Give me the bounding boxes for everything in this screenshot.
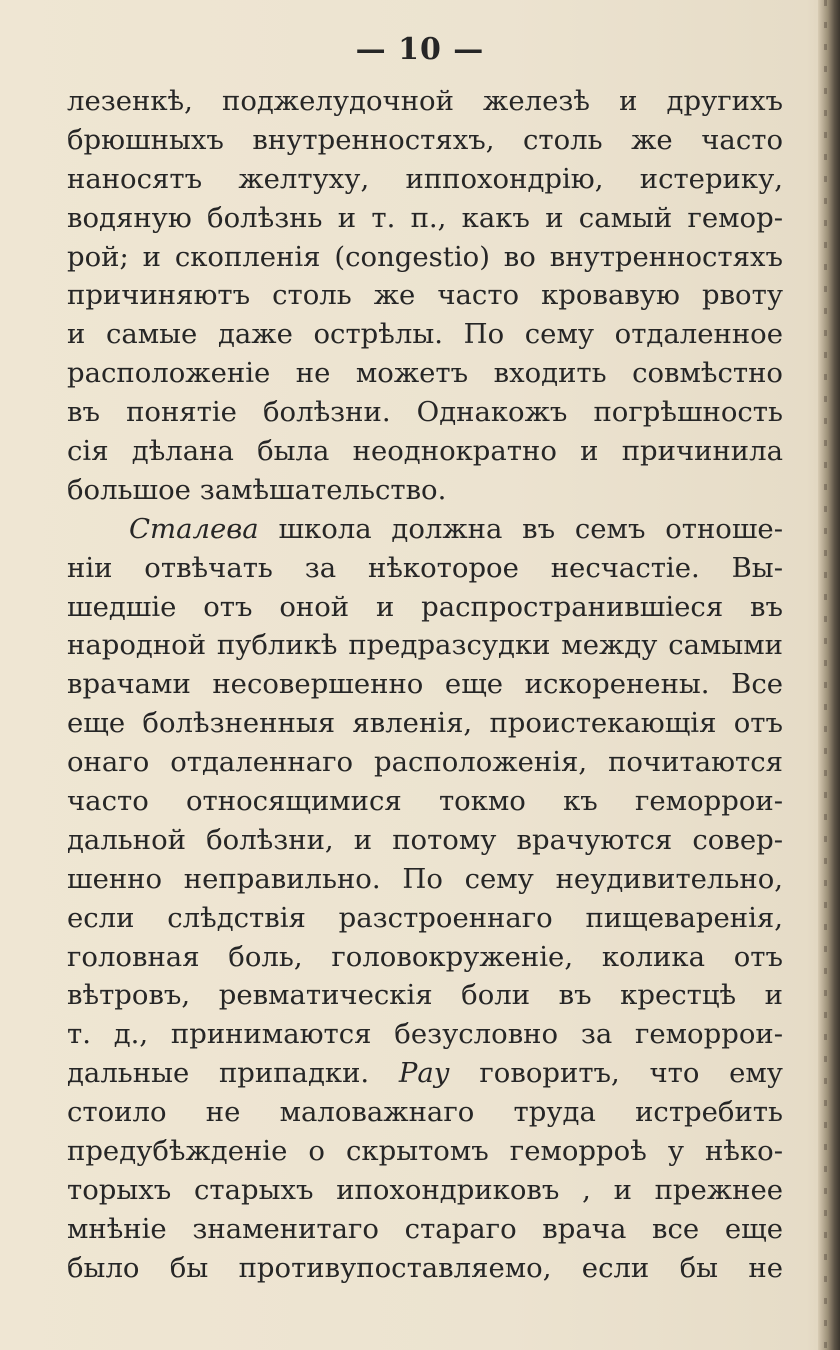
text-line: врачами несовершенно еще искоренены. Все bbox=[67, 668, 783, 701]
text-line: вѣтровъ, ревматическія боли въ крестцѣ и bbox=[67, 979, 783, 1012]
text-line: еще болѣзненныя явленія, проистекающія отъ bbox=[67, 707, 783, 740]
body-text bbox=[67, 82, 783, 1288]
text-span: дальные припадки. bbox=[67, 1057, 399, 1090]
text-line: народной публикѣ предразсудки между самыми bbox=[67, 629, 783, 662]
text-line: причиняютъ столь же часто кровавую рвоту bbox=[67, 279, 783, 312]
text-line: сія дѣлана была неоднократно и причинила bbox=[67, 435, 783, 468]
paragraph-start-line bbox=[67, 510, 783, 549]
text-line: расположеніе не можетъ входить совмѣстно bbox=[67, 357, 783, 390]
text-line: ніи отвѣчать за нѣкоторое несчастіе. Вы- bbox=[67, 551, 783, 584]
text-line: торыхъ старыхъ ипохондриковъ , и прежнее bbox=[67, 1173, 783, 1206]
text-line: шенно неправильно. По сему неудивительно, bbox=[67, 862, 783, 895]
text-line: шедшіе отъ оной и распространившіеся въ bbox=[67, 590, 783, 623]
text-span: говоритъ, что ему bbox=[449, 1057, 783, 1090]
text-line: рой; и скопленія (congestio) во внутренностяхъ bbox=[67, 240, 783, 273]
text-line: водяную болѣзнь и т. п., какъ и самый гемор- bbox=[67, 201, 783, 234]
page-number: — 10 — bbox=[355, 32, 485, 67]
text-line-with-author bbox=[67, 1054, 783, 1093]
text-line: т. д., принимаются безусловно за геморрои- bbox=[67, 1018, 783, 1051]
author-name-stahl: Сталева bbox=[129, 512, 259, 545]
text-line: мнѣніе знаменитаго стараго врача все еще bbox=[67, 1212, 783, 1245]
text-line: головная боль, головокруженіе, колика отъ bbox=[67, 940, 783, 973]
text-line: брюшныхъ внутренностяхъ, столь же часто bbox=[67, 123, 783, 156]
text-span: школа должна въ семъ отноше- bbox=[258, 512, 783, 545]
text-line: предубѣжденіе о скрытомъ геморроѣ у нѣко- bbox=[67, 1135, 783, 1168]
text-line: большое замѣшательство. bbox=[67, 473, 447, 506]
text-line: наносятъ желтуху, иппохондрію, истерику, bbox=[67, 162, 783, 195]
text-line: если слѣдствія разстроеннаго пищеваренія, bbox=[67, 901, 783, 934]
text-line: онаго отдаленнаго расположенія, почитаются bbox=[67, 746, 783, 779]
page-binding-edge bbox=[818, 0, 840, 1350]
text-line: было бы противупоставляемо, если бы не bbox=[67, 1251, 783, 1284]
text-line: и самые даже острѣлы. По сему отдаленное bbox=[67, 318, 783, 351]
text-line: дальной болѣзни, и потому врачуются совер- bbox=[67, 823, 783, 856]
author-name-rau: Рау bbox=[398, 1057, 450, 1090]
text-line: въ понятіе болѣзни. Однакожъ погрѣшность bbox=[67, 396, 783, 429]
text-line: часто относящимися токмо къ геморрои- bbox=[67, 785, 783, 818]
text-line: лезенкѣ, поджелудочной железѣ и другихъ bbox=[67, 85, 783, 117]
text-line: стоило не маловажнаго труда истребить bbox=[67, 1096, 783, 1129]
